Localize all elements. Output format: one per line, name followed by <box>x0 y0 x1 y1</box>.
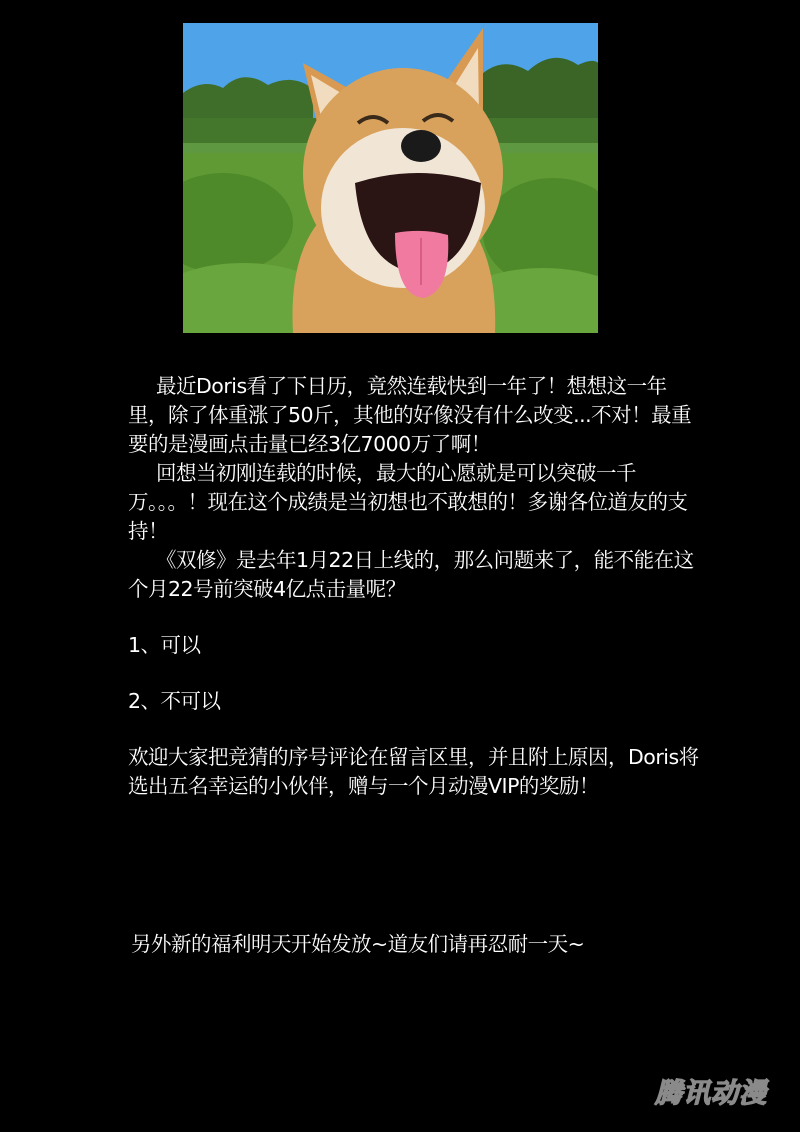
paragraph-anniversary: 最近Doris看了下日历，竟然连载快到一年了！想想这一年里，除了体重涨了50斤，其他的好像没有什么改变...不对！最重要的是漫画点击量已经3亿7000万了啊！ <box>128 374 692 456</box>
paragraph-invite: 欢迎大家把竞猜的序号评论在留言区里，并且附上原因，Doris将选出五名幸运的小伙伴，赠与一个月动漫VIP的奖励！ <box>128 745 699 798</box>
paragraph-question: 《双修》是去年1月22日上线的，那么问题来了，能不能在这个月22号前突破4亿点击量呢？ <box>128 548 694 601</box>
option-yes: 1、可以 <box>128 633 201 657</box>
option-no: 2、不可以 <box>128 689 221 713</box>
tencent-comic-watermark-logo: 腾讯动漫 <box>655 1078 767 1109</box>
dog-photo <box>183 23 598 333</box>
paragraph-wish: 回想当初刚连载的时候，最大的心愿就是可以突破一千万。。。！现在这个成绩是当初想也不敢想的！多谢各位道友的支持！ <box>128 461 688 543</box>
footer-note: 另外新的福利明天开始发放~道友们请再忍耐一天~ <box>131 932 585 956</box>
announcement-text <box>128 372 703 801</box>
